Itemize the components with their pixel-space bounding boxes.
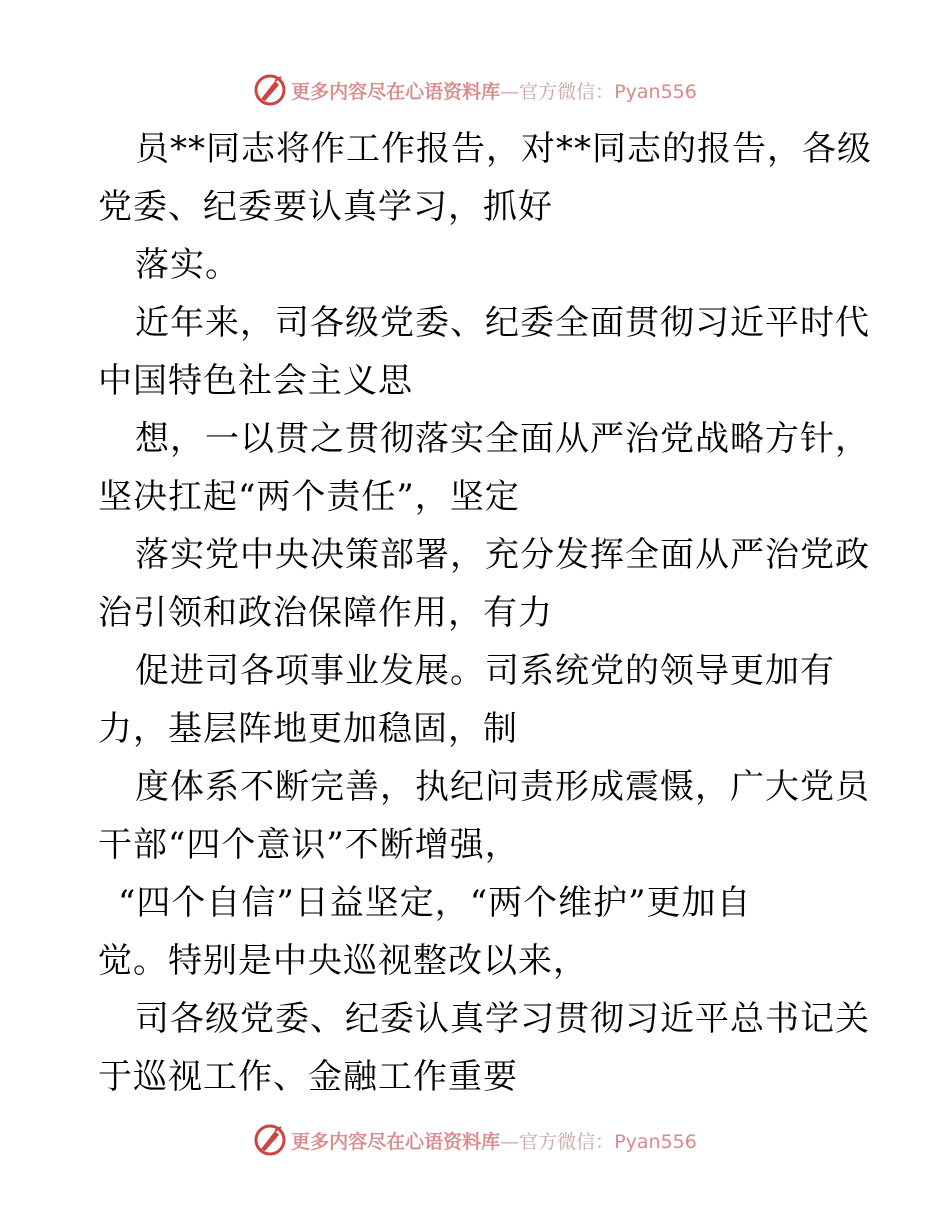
text-line: 落实。 (135, 245, 240, 285)
text-line: 想，一以贯之贯彻落实全面从严治党战略方针， (135, 419, 870, 459)
watermark-text (291, 77, 697, 104)
text-line: 中国特色社会主义思 (98, 361, 413, 401)
text-line: 员**同志将作工作报告，对**同志的报告，各级 (135, 129, 872, 169)
text-line: 促进司各项事业发展。司系统党的领导更加有 (135, 651, 835, 691)
text-line: 力，基层阵地更加稳固，制 (98, 709, 518, 749)
watermark-main: 更多内容尽在心语资料库 (291, 1130, 501, 1153)
text-line: 司各级党委、纪委认真学习贯彻习近平总书记关 (135, 999, 870, 1039)
document-body (98, 120, 872, 1106)
text-line: 近年来，司各级党委、纪委全面贯彻习近平时代 (135, 303, 870, 343)
text-line: 治引领和政治保障作用，有力 (98, 593, 553, 633)
text-line: 于巡视工作、金融工作重要 (98, 1057, 518, 1097)
text-line: “四个自信”日益坚定，“两个维护”更加自 (118, 883, 752, 923)
text-line: 落实党中央决策部署，充分发挥全面从严治党政 (135, 535, 870, 575)
text-line: 坚决扛起“两个责任”，坚定 (98, 477, 520, 517)
text-line: 党委、纪委要认真学习，抓好 (98, 187, 553, 227)
quill-logo-icon (253, 1123, 287, 1157)
text-line: 干部“四个意识”不断增强， (98, 825, 520, 865)
watermark-text (291, 1127, 697, 1154)
watermark-id: Pyan556 (614, 1130, 697, 1153)
header-watermark (0, 70, 950, 110)
text-line: 度体系不断完善，执纪问责形成震慑，广大党员 (135, 767, 870, 807)
footer-watermark (0, 1120, 950, 1160)
watermark-id: Pyan556 (614, 80, 697, 103)
watermark-dash: —官方微信： (500, 80, 615, 103)
watermark-dash: —官方微信： (500, 1130, 615, 1153)
watermark-main: 更多内容尽在心语资料库 (291, 80, 501, 103)
text-line: 觉。特别是中央巡视整改以来， (98, 941, 588, 981)
quill-logo-icon (253, 73, 287, 107)
